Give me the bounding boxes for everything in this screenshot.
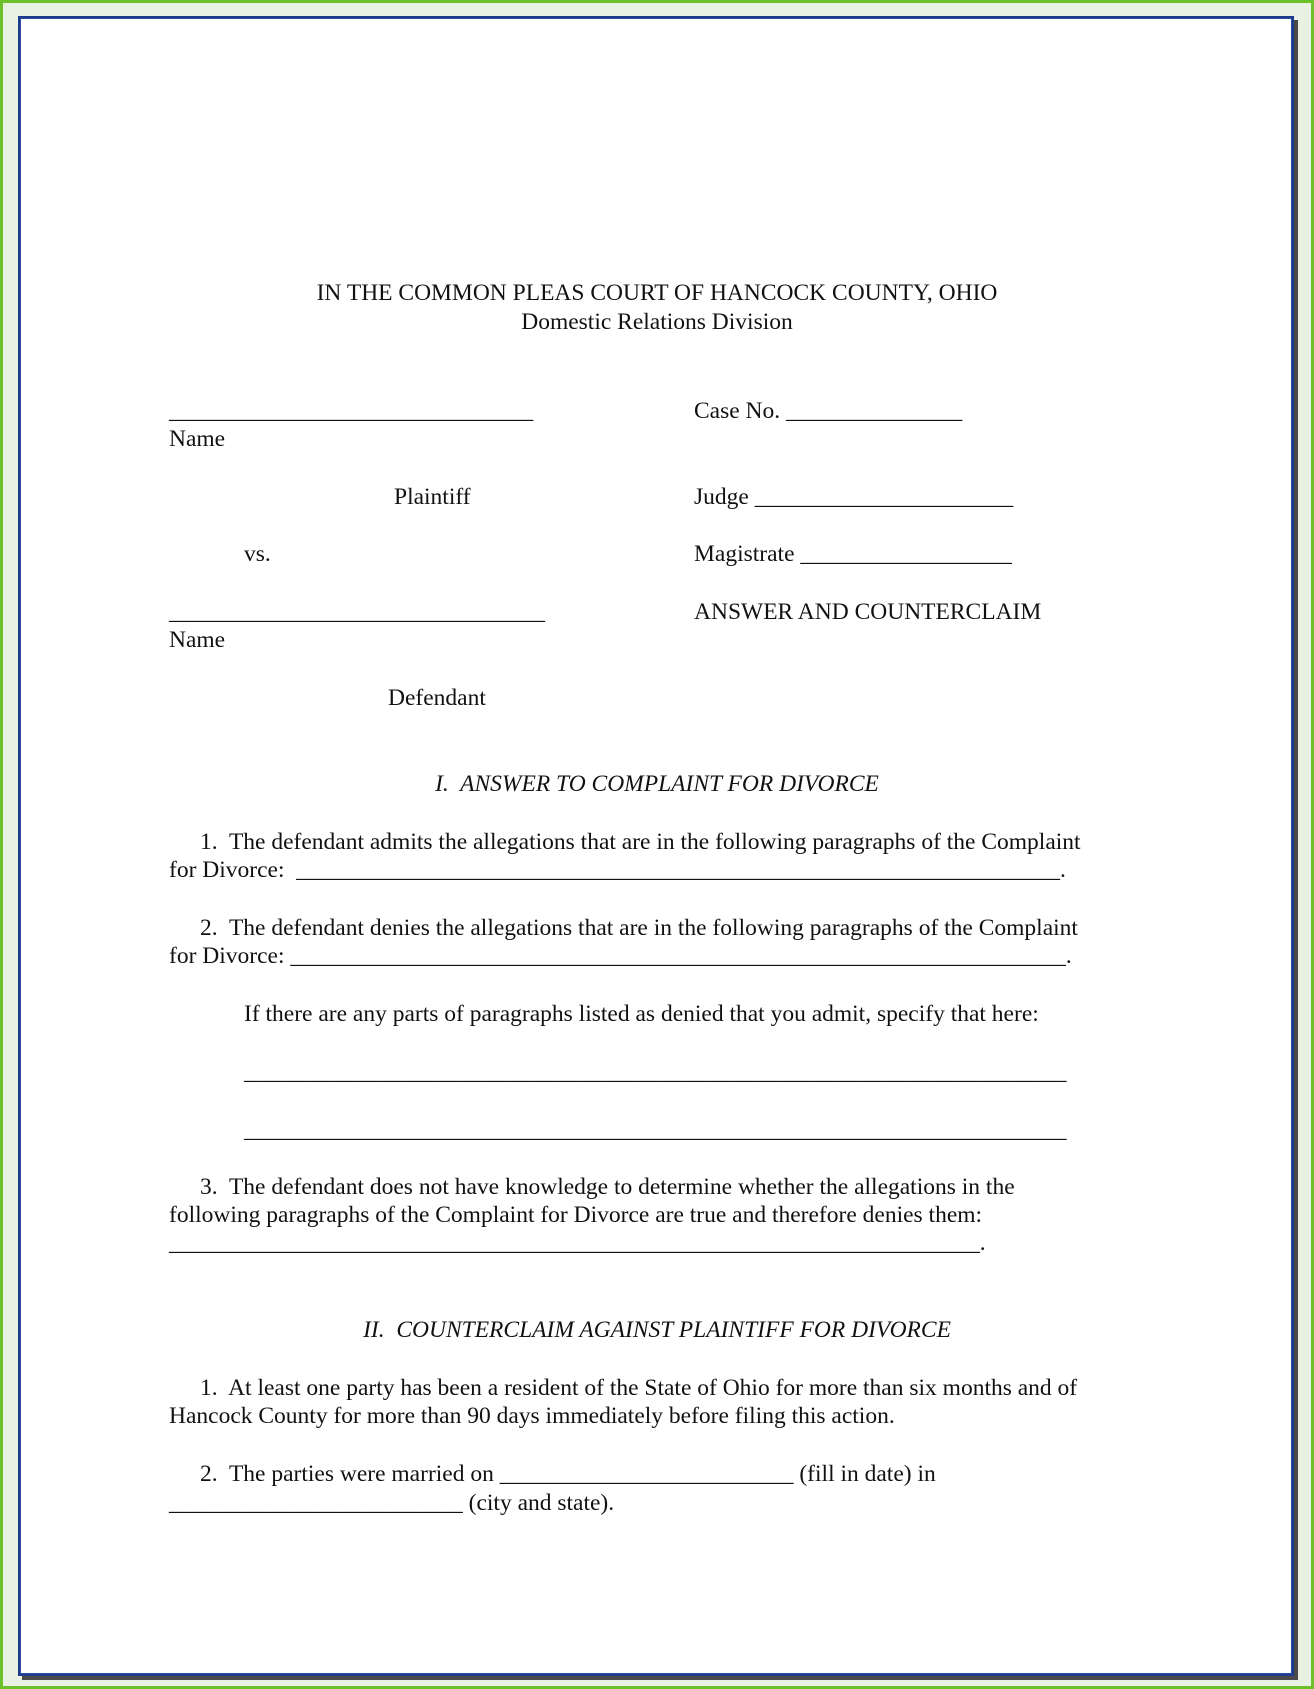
specify-blank-line-1[interactable]: ______________________________________________________________________ xyxy=(244,1059,1067,1085)
plaintiff-name-label: Name xyxy=(169,426,226,452)
counterclaim-paragraph-2-line-2[interactable]: _________________________ (city and state). xyxy=(169,1490,615,1516)
magistrate-field[interactable]: Magistrate __________________ xyxy=(694,541,1012,567)
division-heading: Domestic Relations Division xyxy=(521,309,793,335)
specify-blank-line-2[interactable]: ______________________________________________________________________ xyxy=(244,1117,1067,1143)
specify-instruction: If there are any parts of paragraphs listed as denied that you admit, specify that here: xyxy=(244,1001,1039,1027)
court-heading: IN THE COMMON PLEAS COURT OF HANCOCK COUNTY, OHIO xyxy=(316,280,998,306)
defendant-name-label: Name xyxy=(169,627,226,653)
defendant-label: Defendant xyxy=(388,685,486,711)
document-title: ANSWER AND COUNTERCLAIM xyxy=(694,599,1042,625)
plaintiff-name-line[interactable]: _______________________________ xyxy=(169,398,534,424)
section-1-heading: I. ANSWER TO COMPLAINT FOR DIVORCE xyxy=(435,771,879,797)
answer-paragraph-3-line-1: 3. The defendant does not have knowledge to determine whether the allegations in the xyxy=(200,1174,1015,1200)
judge-field[interactable]: Judge ______________________ xyxy=(694,484,1014,510)
counterclaim-paragraph-2-line-1[interactable]: 2. The parties were married on _________________________ (fill in date) in xyxy=(200,1461,936,1487)
answer-paragraph-2-line-1: 2. The defendant denies the allegations that are in the following paragraphs of the Complaint xyxy=(200,915,1078,941)
defendant-name-line[interactable]: ________________________________ xyxy=(169,599,545,625)
answer-paragraph-2-line-2[interactable]: for Divorce: __________________________________________________________________. xyxy=(169,943,1072,969)
counterclaim-paragraph-1-line-1: 1. At least one party has been a resident of the State of Ohio for more than six months and of xyxy=(200,1375,1078,1401)
answer-paragraph-1-line-2[interactable]: for Divorce: _________________________________________________________________. xyxy=(169,857,1066,883)
answer-paragraph-3-line-2: following paragraphs of the Complaint for Divorce are true and therefore denies them: xyxy=(169,1202,983,1228)
counterclaim-paragraph-1-line-2: Hancock County for more than 90 days immediately before filing this action. xyxy=(169,1403,895,1429)
plaintiff-label: Plaintiff xyxy=(394,484,471,510)
section-2-heading: II. COUNTERCLAIM AGAINST PLAINTIFF FOR DIVORCE xyxy=(363,1317,951,1343)
answer-paragraph-3-line-3[interactable]: _____________________________________________________________________. xyxy=(169,1230,986,1256)
versus-label: vs. xyxy=(244,541,271,567)
case-number-field[interactable]: Case No. _______________ xyxy=(694,398,963,424)
answer-paragraph-1-line-1: 1. The defendant admits the allegations that are in the following paragraphs of the Complaint xyxy=(200,829,1081,855)
